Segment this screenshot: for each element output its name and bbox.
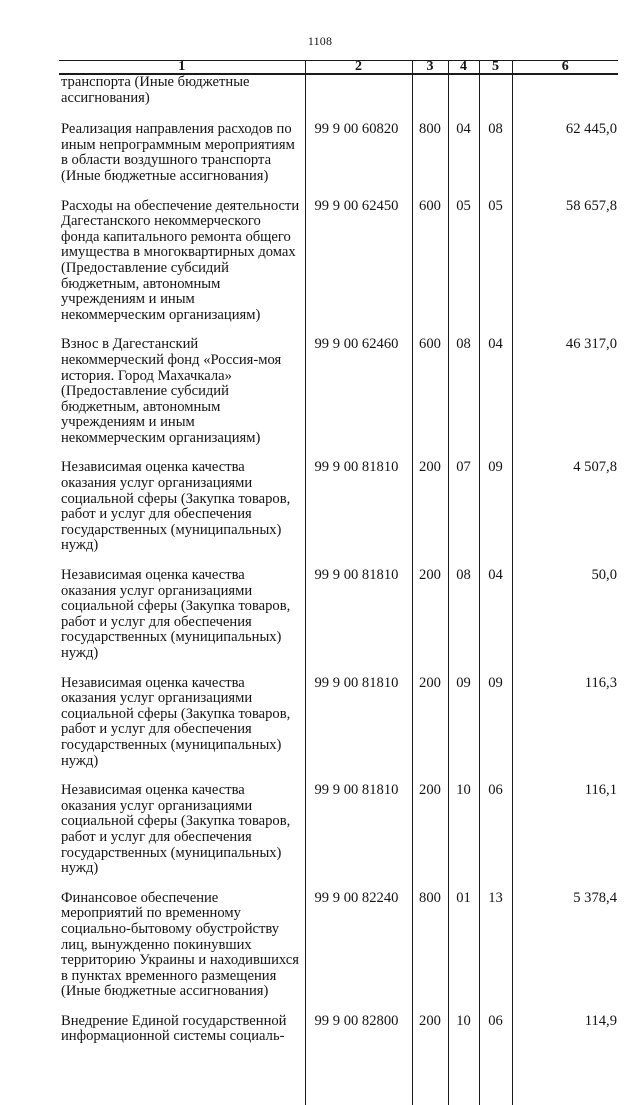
- row-subsection: 09: [479, 460, 512, 568]
- table-row: [59, 891, 618, 1014]
- row-amount: 62 445,0: [512, 122, 618, 198]
- row-description: Внедрение Единой государственной информационной системы социаль-: [61, 1012, 287, 1045]
- row-section: 01: [448, 891, 479, 1014]
- row-subsection: 13: [479, 891, 512, 1014]
- row-target-code: 99 9 00 60820: [305, 122, 412, 198]
- row-description: Финансовое обеспечение мероприятий по временному социально-бытовому обустройству лиц, вынужденно покинувших территорию Украины и находившихся в пунктах временного размещения (Иные бюджетные ассигнования): [61, 889, 299, 1000]
- row-subsection: 06: [479, 1014, 512, 1105]
- row-expense-type: 800: [412, 122, 448, 198]
- row-description: транспорта (Иные бюджетные ассигнования): [61, 74, 250, 106]
- table-row: [59, 74, 618, 122]
- row-expense-type: 600: [412, 337, 448, 460]
- row-description: Взнос в Дагестанский некоммерческий фонд «Россия-моя история. Город Махачкала» (Предоставление субсидий бюджетным, автономным учреждениям и иным некоммерческим организациям): [61, 336, 282, 446]
- row-description: Расходы на обеспечение деятельности Дагестанского некоммерческого фонда капитального ремонта общего имущества в многоквартирных домах (Предоставление субсидий бюджетным, автономным учреждениям и иным некоммерческим организациям): [61, 197, 300, 323]
- row-target-code: 99 9 00 81810: [305, 460, 412, 568]
- row-subsection: 05: [479, 199, 512, 338]
- table-row: [59, 122, 618, 198]
- row-section: 08: [448, 337, 479, 460]
- row-target-code: 99 9 00 82800: [305, 1014, 412, 1105]
- row-amount: 46 317,0: [512, 337, 618, 460]
- row-description: Независимая оценка качества оказания услуг организациями социальной сферы (Закупка товаров, работ и услуг для обеспечения государственных (муниципальных) нужд): [61, 459, 291, 554]
- row-description: Независимая оценка качества оказания услуг организациями социальной сферы (Закупка товаров, работ и услуг для обеспечения государственных (муниципальных) нужд): [61, 782, 291, 877]
- row-target-code: 99 9 00 82240: [305, 891, 412, 1014]
- table-body: [59, 74, 618, 1105]
- row-expense-type: 200: [412, 1014, 448, 1105]
- table-row: [59, 568, 618, 676]
- row-section: 10: [448, 783, 479, 891]
- row-amount: 5 378,4: [512, 891, 618, 1014]
- row-expense-type: 200: [412, 676, 448, 784]
- table-row: [59, 783, 618, 891]
- column-header-6: 6: [512, 61, 618, 75]
- table-row: [59, 460, 618, 568]
- row-amount: 50,0: [512, 568, 618, 676]
- row-section: 10: [448, 1014, 479, 1105]
- row-subsection: 08: [479, 122, 512, 198]
- row-target-code: 99 9 00 81810: [305, 568, 412, 676]
- row-expense-type: 200: [412, 783, 448, 891]
- row-section: 05: [448, 199, 479, 338]
- row-target-code: 99 9 00 81810: [305, 676, 412, 784]
- column-header-1: 1: [59, 61, 305, 75]
- row-amount: 116,1: [512, 783, 618, 891]
- row-expense-type: 200: [412, 460, 448, 568]
- row-target-code: 99 9 00 81810: [305, 783, 412, 891]
- row-subsection: 04: [479, 337, 512, 460]
- row-section: 07: [448, 460, 479, 568]
- row-description: Независимая оценка качества оказания услуг организациями социальной сферы (Закупка товаров, работ и услуг для обеспечения государственных (муниципальных) нужд): [61, 674, 291, 769]
- row-subsection: 09: [479, 676, 512, 784]
- row-target-code: [305, 74, 412, 122]
- row-amount: [512, 74, 618, 122]
- row-expense-type: 800: [412, 891, 448, 1014]
- row-subsection: 06: [479, 783, 512, 891]
- row-target-code: 99 9 00 62450: [305, 199, 412, 338]
- column-header-3: 3: [412, 61, 448, 75]
- page-number: 1108: [307, 34, 333, 48]
- row-description: Независимая оценка качества оказания услуг организациями социальной сферы (Закупка товаров, работ и услуг для обеспечения государственных (муниципальных) нужд): [61, 567, 291, 661]
- row-subsection: 04: [479, 568, 512, 676]
- row-expense-type: [412, 74, 448, 122]
- row-section: [448, 74, 479, 122]
- table-row: [59, 199, 618, 338]
- row-amount: 114,9: [512, 1014, 618, 1105]
- column-header-4: 4: [448, 61, 479, 75]
- column-header-2: 2: [305, 61, 412, 75]
- row-amount: 4 507,8: [512, 460, 618, 568]
- row-target-code: 99 9 00 62460: [305, 337, 412, 460]
- row-amount: 58 657,8: [512, 199, 618, 338]
- row-section: 04: [448, 122, 479, 198]
- row-subsection: [479, 74, 512, 122]
- row-expense-type: 600: [412, 199, 448, 338]
- budget-table: [59, 60, 618, 1105]
- column-header-5: 5: [479, 61, 512, 75]
- table-header: [59, 61, 618, 75]
- table-row: [59, 1014, 618, 1105]
- row-section: 09: [448, 676, 479, 784]
- table-row: [59, 337, 618, 460]
- row-description: Реализация направления расходов по иным непрограммным мероприятиям в области воздушного транспорта (Иные бюджетные ассигнования): [61, 121, 295, 184]
- row-expense-type: 200: [412, 568, 448, 676]
- table-row: [59, 676, 618, 784]
- row-section: 08: [448, 568, 479, 676]
- row-amount: 116,3: [512, 676, 618, 784]
